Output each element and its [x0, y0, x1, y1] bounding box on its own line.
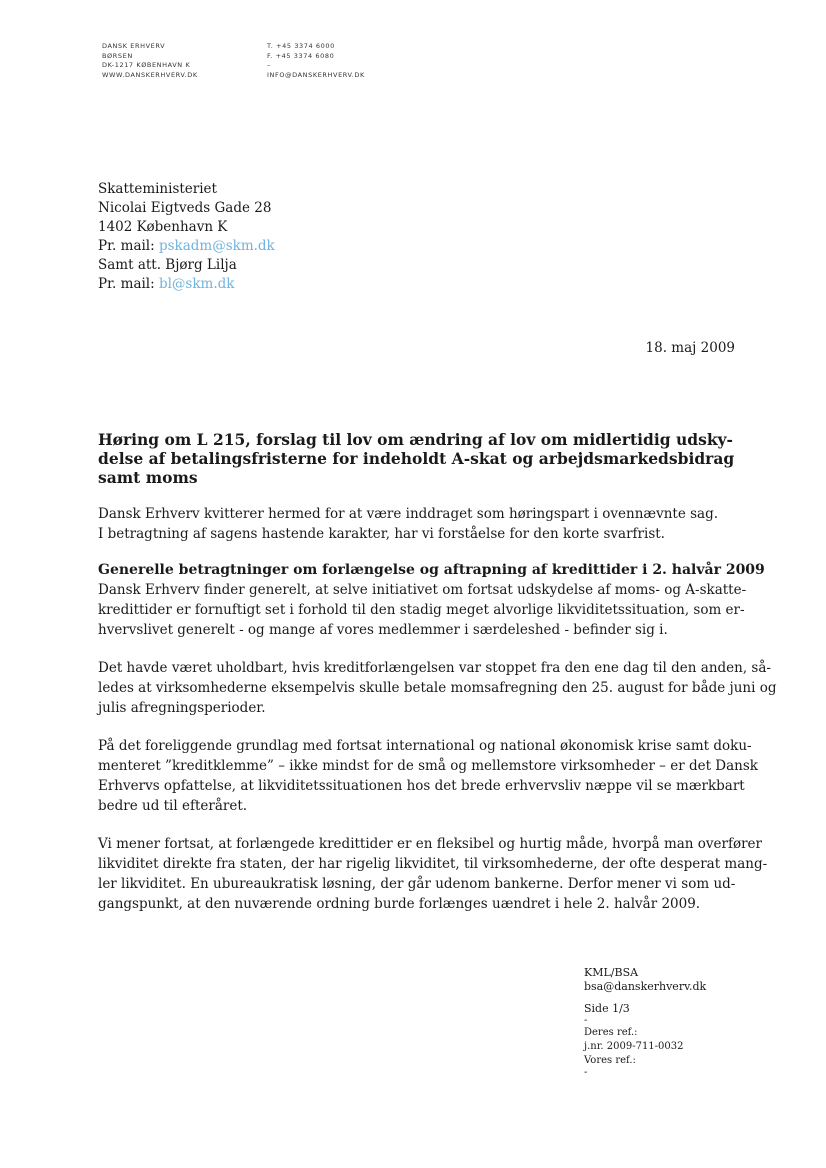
text-line: I betragtning af sagens hastende karakter, har vi forståelse for den korte svarfrist. [98, 526, 665, 542]
reference-block [584, 966, 706, 1078]
title-line: samt moms [98, 468, 198, 487]
recipient-address [98, 180, 275, 294]
recipient-city: 1402 København K [98, 219, 228, 235]
intro-paragraph [98, 504, 738, 544]
page-number: Side 1/3 [584, 1002, 630, 1015]
text-line: ledes at virksomhederne eksempelvis skulle betale momsafregning den 25. august for både juni og [98, 680, 777, 696]
letterhead-email: INFO@DANSKERHVERV.DK [267, 70, 365, 79]
separator-dash: - [584, 1067, 588, 1078]
recipient-mail-line-1 [98, 237, 275, 256]
body-paragraph [98, 580, 747, 640]
letterhead-dash: – [267, 61, 271, 69]
letter-date: 18. maj 2009 [645, 340, 735, 356]
recipient-mail-line-2 [98, 275, 275, 294]
recipient-org: Skatteministeriet [98, 181, 217, 197]
title-line: delse af betalingsfristerne for indeholdt A-skat og arbejdsmarkedsbidrag [98, 449, 735, 468]
text-line: Det havde været uholdbart, hvis kreditforlængelsen var stoppet fra den ene dag til den anden, så- [98, 660, 771, 676]
letterhead-postal: DK-1217 KØBENHAVN K [102, 61, 191, 69]
attn-email-link[interactable]: bl@skm.dk [158, 276, 235, 292]
sender-email: bsa@danskerhverv.dk [584, 980, 707, 993]
recipient-email-link[interactable]: pskadm@skm.dk [158, 238, 275, 254]
sender-initials: KML/BSA [584, 966, 639, 979]
mail-label: Pr. mail: [98, 276, 155, 292]
text-line: hvervslivet generelt - og mange af vores medlemmer i særdeleshed - befinder sig i. [98, 622, 668, 638]
text-line: menteret ”kreditklemme” – ikke mindst for de små og mellemstore virksomheder – er det Dansk [98, 758, 758, 774]
letterhead-contact [267, 42, 365, 80]
text-line: julis afregningsperioder. [98, 700, 266, 716]
body-paragraph [98, 834, 768, 914]
mail-label: Pr. mail: [98, 238, 155, 254]
text-line: Dansk Erhverv kvitterer hermed for at være inddraget som høringspart i ovennævnte sag. [98, 506, 719, 522]
body-paragraph [98, 736, 758, 816]
deres-ref-label: Deres ref.: [584, 1027, 638, 1038]
letter-body [98, 430, 777, 914]
letterhead-fax: F. +45 3374 6080 [267, 51, 335, 60]
text-line: bedre ud til efteråret. [98, 798, 248, 814]
body-paragraph [98, 658, 777, 718]
text-line: Vi mener fortsat, at forlængede kredittider er en fleksibel og hurtig måde, hvorpå man overfører [98, 836, 762, 852]
section-heading: Generelle betragtninger om forlængelse og aftrapning af kredittider i 2. halvår 2009 [98, 562, 765, 578]
text-line: likviditet direkte fra staten, der har rigelig likviditet, til virksomhederne, der ofte desperat mang- [98, 856, 768, 872]
letterhead-company: DANSK ERHVERV [102, 42, 166, 50]
recipient-attn: Samt att. Bjørg Lilja [98, 257, 237, 273]
journal-number: j.nr. 2009-711-0032 [584, 1041, 684, 1052]
letterhead-phone: T. +45 3374 6000 [267, 42, 335, 50]
vores-ref-label: Vores ref.: [584, 1055, 636, 1066]
text-line: kredittider er fornuftigt set i forhold til den stadig meget alvorlige likviditetssituation, som er- [98, 602, 745, 618]
letterhead-website: WWW.DANSKERHVERV.DK [102, 70, 198, 79]
separator-dash: - [584, 1015, 588, 1026]
text-line: Erhvervs opfattelse, at likviditetssituationen hos det brede erhvervsliv næppe vil se mærkbart [98, 778, 745, 794]
letterhead-address [102, 42, 198, 80]
letterhead-building: BØRSEN [102, 51, 133, 60]
text-line: På det foreliggende grundlag med fortsat international og national økonomisk krise samt doku- [98, 738, 752, 754]
letter-title [98, 430, 738, 487]
text-line: ler likviditet. En ubureaukratisk løsning, der går udenom bankerne. Derfor mener vi som ud- [98, 876, 736, 892]
recipient-street: Nicolai Eigtveds Gade 28 [98, 200, 272, 216]
text-line: gangspunkt, at den nuværende ordning burde forlænges uændret i hele 2. halvår 2009. [98, 896, 701, 912]
text-line: Dansk Erhverv finder generelt, at selve initiativet om fortsat udskydelse af moms- og A-skatte- [98, 582, 747, 598]
title-line: Høring om L 215, forslag til lov om ændring af lov om midlertidig udsky- [98, 430, 733, 449]
